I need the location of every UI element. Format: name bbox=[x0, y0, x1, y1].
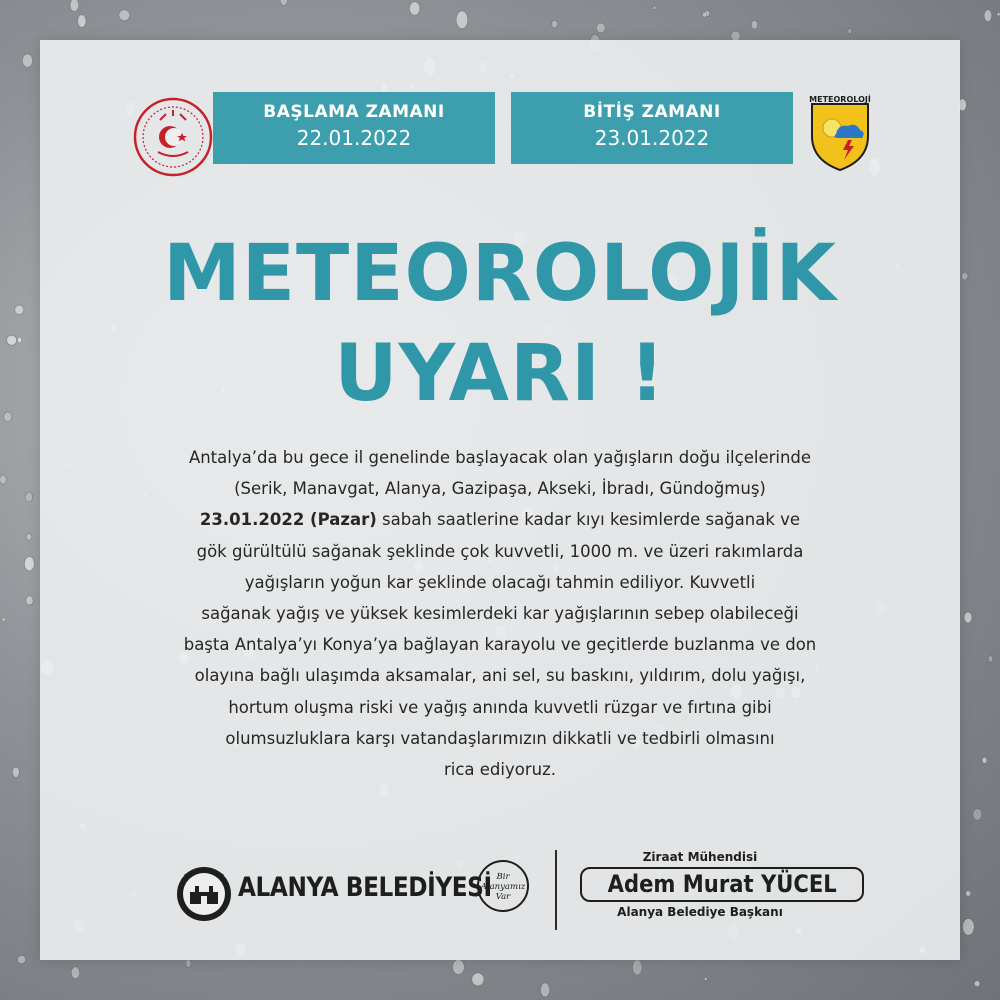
end-time-box bbox=[511, 92, 793, 164]
municipality-seal-icon bbox=[175, 860, 233, 924]
start-time-box bbox=[213, 92, 495, 164]
start-time-value: 22.01.2022 bbox=[296, 126, 412, 150]
footer bbox=[40, 840, 960, 940]
body-line: Antalya’da bu gece il genelinde başlayacak olan yağışların doğu ilçelerinde bbox=[188, 448, 812, 467]
meteoroloji-logo-text: METEOROLOJİ bbox=[809, 95, 871, 104]
mayor-title: Ziraat Mühendisi bbox=[642, 850, 758, 864]
slogan-line: Alanyamız bbox=[480, 882, 526, 892]
slogan-badge bbox=[477, 860, 529, 912]
municipality-name: ALANYA BELEDİYESİ bbox=[238, 872, 492, 903]
body-line: gök gürültülü sağanak şeklinde çok kuvvetli, 1000 m. ve üzeri rakımlarda bbox=[196, 541, 804, 561]
body-line: yağışların yoğun kar şeklinde olacağı tahmin ediliyor. Kuvvetli bbox=[244, 572, 756, 592]
body-line: sağanak yağış ve yüksek kesimlerdeki kar yağışlarının sebep olabileceği bbox=[201, 604, 799, 624]
body-line: olumsuzluklara karşı vatandaşlarımızın dikkatli ve tedbirli olmasını bbox=[225, 728, 775, 748]
slogan-line: Bir bbox=[496, 872, 510, 882]
end-time-label: BİTİŞ ZAMANI bbox=[583, 102, 721, 122]
body-bold-date: 23.01.2022 (Pazar) bbox=[199, 510, 377, 530]
body-line-rest: sabah saatlerine kadar kıyı kesimlerde sağanak ve bbox=[376, 510, 801, 530]
body-line bbox=[80, 504, 920, 535]
mayor-signature-block bbox=[580, 850, 837, 919]
warning-body-text bbox=[80, 442, 920, 785]
ministry-emblem-icon bbox=[130, 94, 216, 180]
start-time-label: BAŞLAMA ZAMANI bbox=[263, 102, 445, 122]
meteoroloji-logo-icon bbox=[808, 94, 872, 174]
body-line: olayına bağlı ulaşımda aksamalar, ani sel, su baskını, yıldırım, dolu yağışı, bbox=[194, 666, 806, 686]
headline-line-2: UYARI ! bbox=[334, 329, 666, 419]
body-line: hortum oluşma riski ve yağış anında kuvvetli rüzgar ve fırtına gibi bbox=[228, 697, 772, 717]
slogan-line: Var bbox=[495, 892, 511, 902]
mayor-name: Adem Murat YÜCEL bbox=[607, 870, 837, 898]
headline-line-1: METEOROLOJİK bbox=[163, 229, 837, 319]
body-line: başta Antalya’yı Konya’ya bağlayan karayolu ve geçitlerde buzlanma ve don bbox=[183, 635, 817, 655]
end-time-value: 23.01.2022 bbox=[594, 126, 710, 150]
footer-divider bbox=[555, 850, 557, 930]
body-line: rica ediyoruz. bbox=[443, 760, 556, 780]
body-line: (Serik, Manavgat, Alanya, Gazipaşa, Akseki, İbradı, Gündoğmuş) bbox=[234, 479, 766, 499]
mayor-role: Alanya Belediye Başkanı bbox=[617, 905, 783, 919]
header-row bbox=[40, 92, 960, 206]
announcement-card bbox=[40, 40, 960, 960]
mayor-name-box bbox=[580, 867, 864, 902]
